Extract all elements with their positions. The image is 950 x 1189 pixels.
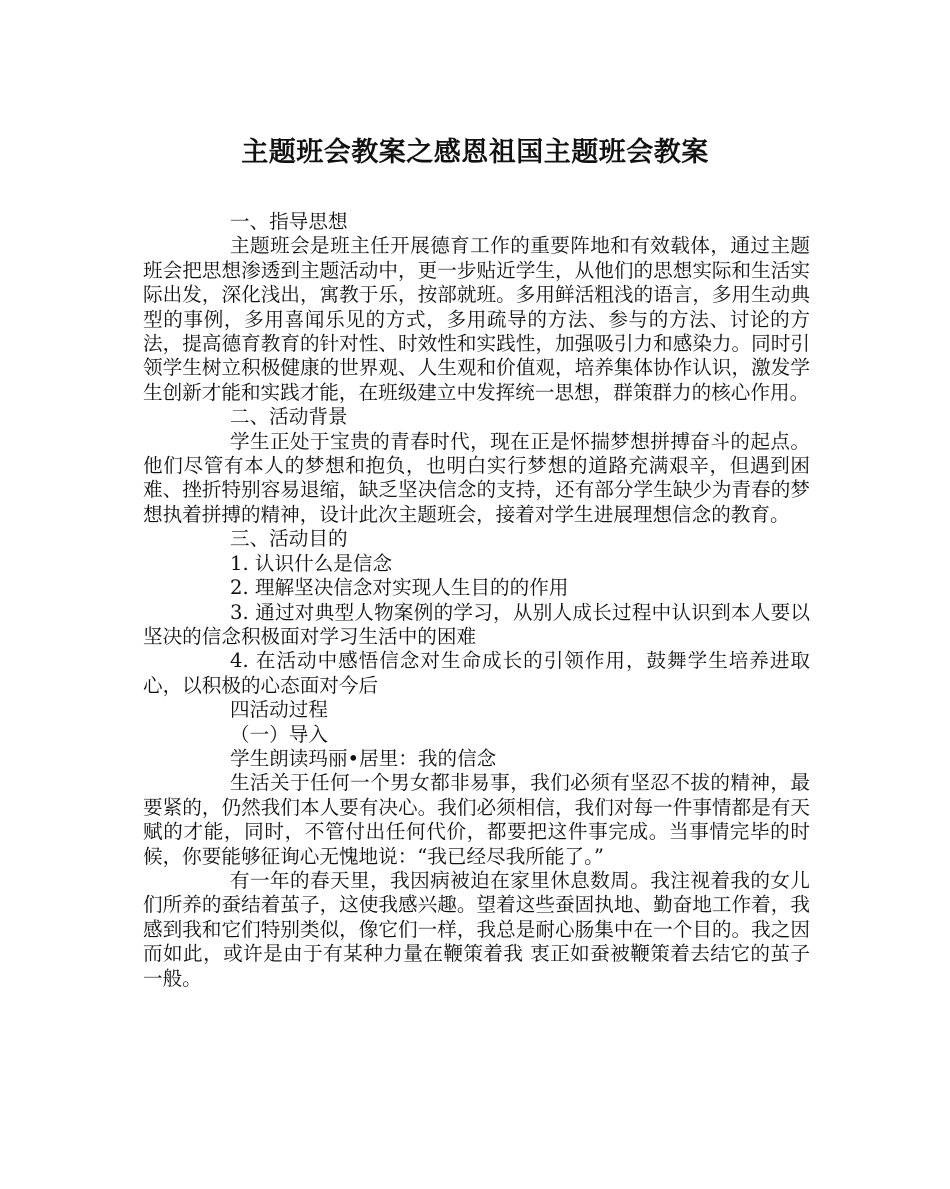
section-heading-guiding-ideology: 一、指导思想 bbox=[230, 210, 348, 233]
purpose-item-1: 1. 认识什么是信念 bbox=[230, 551, 393, 575]
purpose-item-4: 4. 在活动中感悟信念对生命成长的引领作用，鼓舞学生培养进取心，以积极的心态面对今后 bbox=[143, 649, 810, 697]
paragraph-guiding-ideology: 主题班会是班主任开展德育工作的重要阵地和有效载体，通过主题班会把思想渗透到主题活动中，更一步贴近学生，从他们的思想实际和生活实际出发，深化浅出，寓教于乐，按部就班。多用鲜活粗浅的语言，多用生动典型的事例，多用喜闻乐见的方式，多用疏导的方法、参与的方法、讨论的方法，提高德育教育的针对性、时效性和实践性，加强吸引力和感染力。同时引领学生树立积极健康的世界观、人生观和价值观，培养集体协作认识，激发学生创新才能和实践才能，在班级建立中发挥统一思想，群策群力的核心作用。 bbox=[143, 234, 810, 404]
reading-paragraph-2: 有一年的春天里，我因病被迫在家里休息数周。我注视着我的女儿们所养的蚕结着茧子，这使我感兴趣。望着这些蚕固执地、勤奋地工作着，我感到我和它们特别类似，像它们一样，我总是耐心肠集中在一个目的。我之因而如此，或许是由于有某种力量在鞭策着我 衷正如蚕被鞭策着去结它的茧子一般。 bbox=[143, 868, 810, 990]
section-heading-activity-purpose: 三、活动目的 bbox=[230, 527, 348, 551]
section-heading-activity-background: 二、活动背景 bbox=[230, 405, 348, 429]
reading-title: 学生朗读玛丽•居里：我的信念 bbox=[230, 746, 497, 770]
purpose-item-2: 2. 理解坚决信念对实现人生目的的作用 bbox=[230, 576, 569, 600]
reading-paragraph-1: 生活关于任何一个男女都非易事，我们必须有坚忍不拔的精神，最要紧的，仍然我们本人要有决心。我们必须相信，我们对每一件事情都是有天赋的才能，同时，不管付出任何代价，都要把这件事完成。当事情完毕的时候，你要能够征询心无愧地说：“我已经尽我所能了。” bbox=[143, 771, 810, 868]
subsection-heading-introduction: （一）导入 bbox=[230, 722, 328, 746]
document-title: 主题班会教案之感恩祖国主题班会教案 bbox=[241, 137, 709, 168]
purpose-item-3: 3. 通过对典型人物案例的学习，从别人成长过程中认识到本人要以坚决的信念积极面对学习生活中的困难 bbox=[143, 600, 810, 648]
section-heading-activity-process: 四活动过程 bbox=[230, 698, 328, 722]
document-body bbox=[143, 210, 810, 991]
paragraph-activity-background: 学生正处于宝贵的青春时代，现在正是怀揣梦想拼搏奋斗的起点。他们尽管有本人的梦想和抱负，也明白实行梦想的道路充满艰辛，但遇到困难、挫折特别容易退缩，缺乏坚决信念的支持，还有部分学生缺少为青春的梦想执着拼搏的精神，设计此次主题班会，接着对学生进展理想信念的教育。 bbox=[143, 429, 810, 526]
